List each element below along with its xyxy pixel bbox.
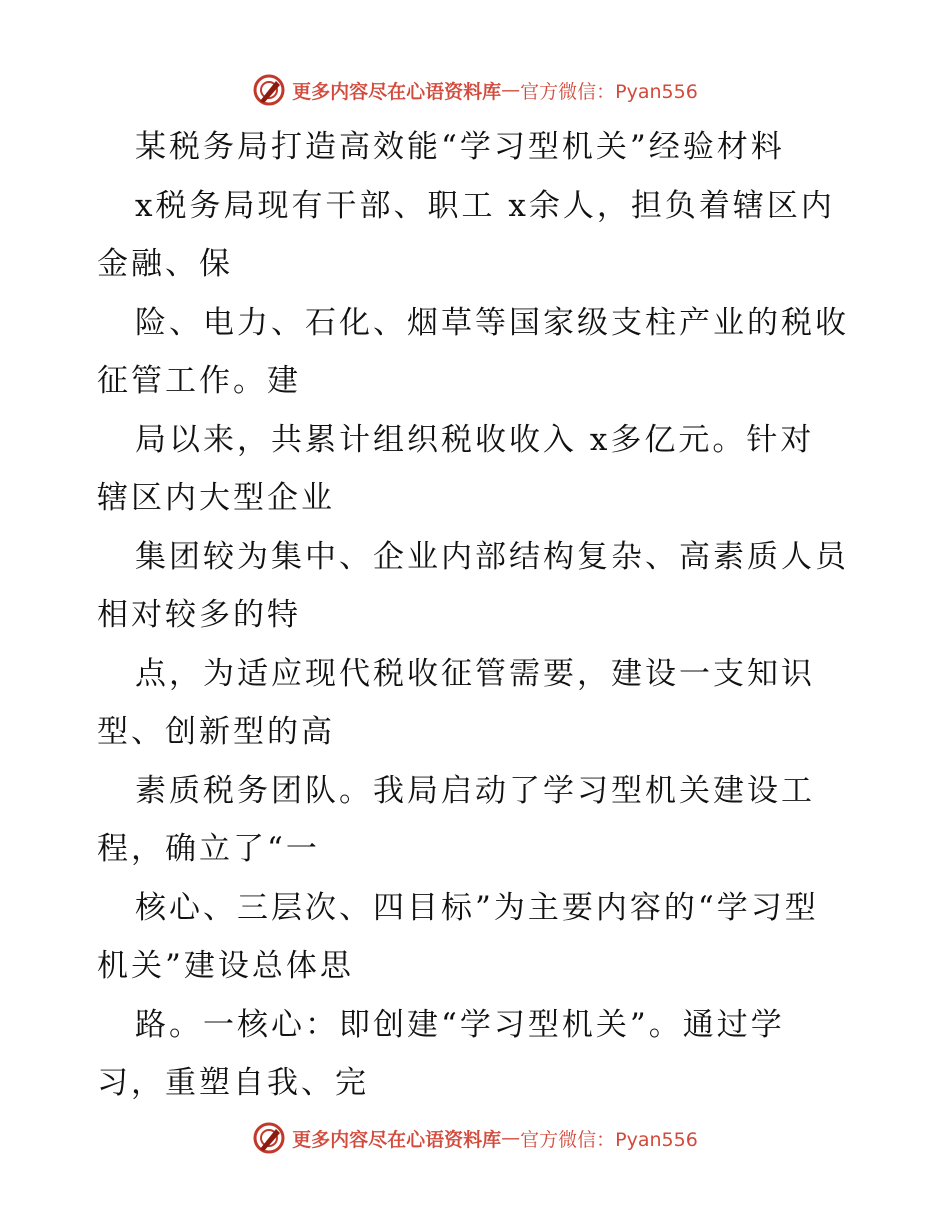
watermark-wechat: 官方微信：Pyan556	[520, 80, 698, 103]
text-line: 路。一核心：即创建“学习型机关”。通过学	[135, 1006, 785, 1043]
watermark-header	[0, 70, 950, 110]
document-body	[97, 118, 867, 1113]
text-line: 局以来，共累计组织税收收入 x多亿元。针对	[135, 421, 815, 458]
text-line: 型、创新型的高	[97, 714, 335, 750]
watermark-text: 更多内容尽在心语资料库	[292, 1128, 502, 1151]
text-line: 相对较多的特	[97, 597, 301, 633]
text-line: 核心、三层次、四目标”为主要内容的“学习型	[135, 889, 819, 926]
text-line: 机关”建设总体思	[97, 948, 354, 984]
text-line: 程，确立了“一	[97, 831, 320, 867]
pen-logo-icon	[252, 1121, 286, 1155]
text-line: 征管工作。建	[97, 363, 301, 399]
watermark-separator: —	[501, 1127, 521, 1149]
text-line: 素质税务团队。我局启动了学习型机关建设工	[135, 772, 815, 809]
pen-logo-icon	[252, 73, 286, 107]
watermark-separator: —	[501, 79, 521, 101]
text-line: 某税务局打造高效能“学习型机关”经验材料	[135, 129, 785, 165]
text-line: 辖区内大型企业	[97, 480, 335, 516]
text-line: 险、电力、石化、烟草等国家级支柱产业的税收	[135, 304, 849, 341]
watermark-wechat: 官方微信：Pyan556	[520, 1128, 698, 1151]
text-line: 集团较为集中、企业内部结构复杂、高素质人员	[135, 538, 849, 575]
text-line: 点，为适应现代税收征管需要，建设一支知识	[135, 655, 815, 692]
text-line: 金融、保	[97, 246, 233, 282]
watermark-footer	[0, 1118, 950, 1158]
text-line: x税务局现有干部、职工 x余人，担负着辖区内	[135, 187, 835, 224]
watermark-text: 更多内容尽在心语资料库	[292, 80, 502, 103]
text-line: 习，重塑自我、完	[97, 1065, 369, 1101]
